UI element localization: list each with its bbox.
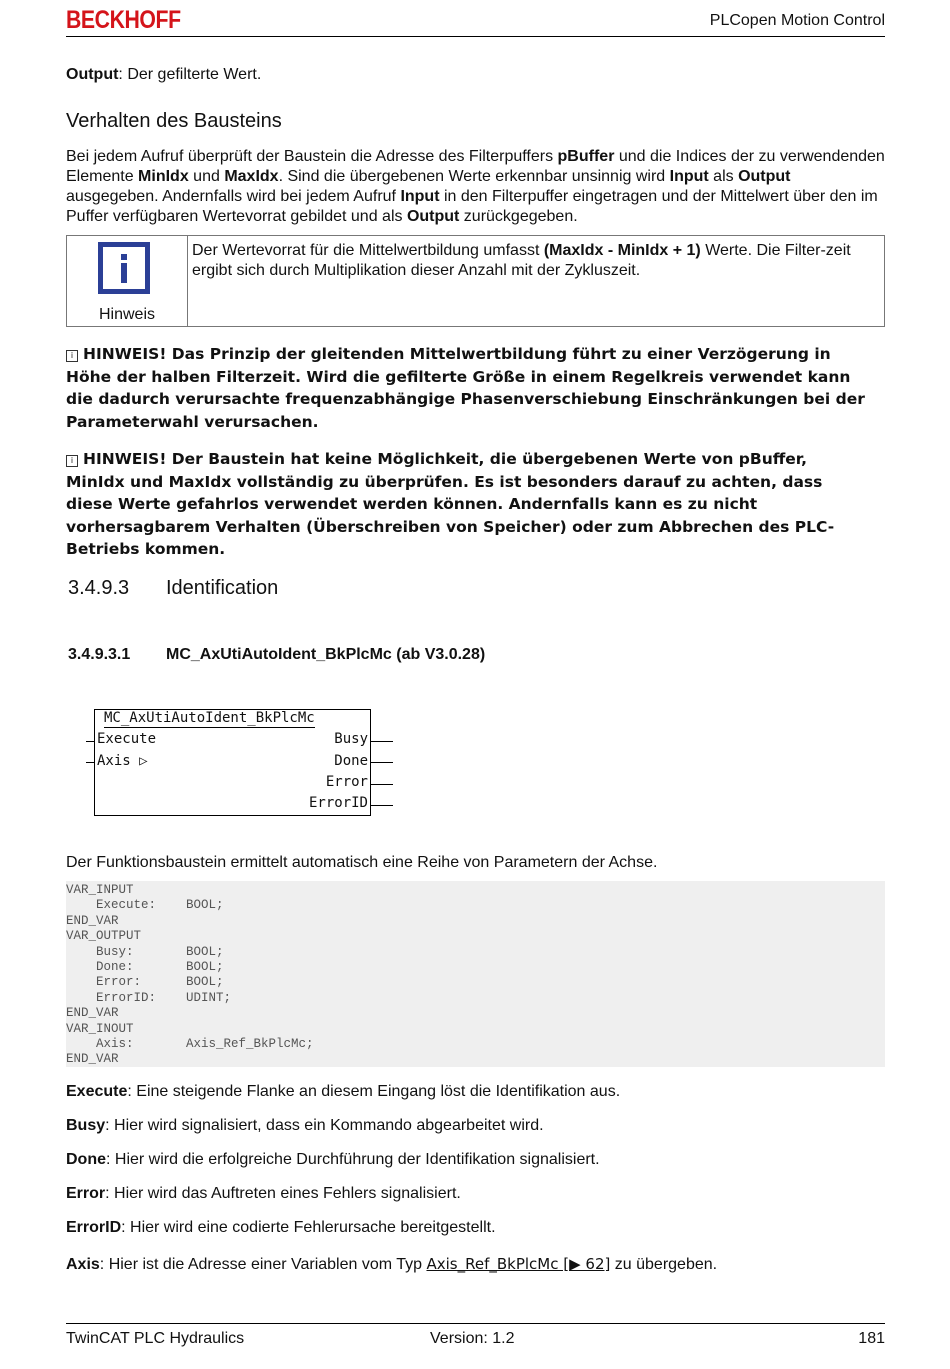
text: Werte. Die Filter-zeit ergibt sich durch Multiplikation dieser Anzahl mit der Zykluszeit.	[192, 242, 851, 279]
footer-page-number: 181	[858, 1330, 885, 1347]
section-title: Identification	[166, 577, 279, 599]
text: . Sind die übergebenen Werte erkennbar unsinnig wird	[278, 168, 670, 185]
fb-output-busy: Busy	[334, 731, 368, 747]
subsection-number: 3.4.9.3.1	[68, 646, 131, 663]
fb-pin	[86, 762, 94, 763]
bold-term: MaxIdx	[224, 168, 279, 185]
param-desc: : Hier ist die Adresse einer Variablen vom Typ	[99, 1256, 427, 1273]
info-icon	[98, 242, 150, 294]
param-name: Done	[66, 1151, 106, 1168]
param-name: Axis	[66, 1256, 100, 1273]
fb-name: MC_AxUtiAutoIdent_BkPlcMc	[104, 710, 315, 726]
text: ausgegeben. Andernfalls wird bei jedem Aufruf	[66, 188, 401, 205]
header-title: PLCopen Motion Control	[709, 12, 885, 29]
footer-version: Version: 1.2	[430, 1330, 515, 1347]
bold-term: Output	[738, 168, 791, 185]
fb-pin	[371, 805, 393, 806]
param-desc: : Hier wird die erfolgreiche Durchführung der Identifikation signalisiert.	[106, 1151, 600, 1168]
param-desc: : Eine steigende Flanke an diesem Eingang löst die Identifikation aus.	[127, 1083, 621, 1100]
subsection-heading	[68, 646, 885, 664]
param-name: ErrorID	[66, 1219, 122, 1236]
document-page	[66, 0, 885, 1369]
section-heading-behavior: Verhalten des Bausteins	[66, 110, 282, 132]
code-block: VAR_INPUT Execute: BOOL; END_VAR VAR_OUTPUT Busy: BOOL; Done: BOOL; Error: BOOL; ErrorID: UDINT; END_VAR VAR_INOUT Axis: Axis_Ref_BkPlcMc; END_VAR	[66, 881, 885, 1067]
fb-pin	[371, 784, 393, 785]
page-header	[66, 6, 885, 37]
fb-output-done: Done	[334, 753, 368, 769]
fb-pin	[371, 741, 393, 742]
param-desc: : Hier wird signalisiert, dass ein Kommando abgearbeitet wird.	[105, 1117, 544, 1134]
param-execute	[66, 1082, 885, 1102]
text: als	[708, 168, 739, 185]
note-text: HINWEIS! Das Prinzip der gleitenden Mittelwertbildung führt zu einer Verzögerung in Höhe der halben Filterzeit. Wird die gefilterte Größe in einem Regelkreis verwendet kann die dadurch verursachte frequenzabhängige Phasenverschiebung Einschränkungen bei der Parameterwahl verursachen.	[66, 345, 865, 431]
text: zurückgegeben.	[459, 208, 578, 225]
function-block-diagram	[94, 709, 371, 816]
hinweis-icon-cell	[67, 236, 188, 326]
text: Der Wertevorrat für die Mittelwertbildung umfasst	[192, 242, 544, 259]
note-info-icon: i	[66, 350, 78, 362]
section-number: 3.4.9.3	[68, 577, 130, 599]
text: Bei jedem Aufruf überprüft der Baustein die Adresse des Filterpuffers	[66, 148, 558, 165]
fb-output-error: Error	[325, 774, 368, 790]
text: und	[188, 168, 225, 185]
intro-text: Der Funktionsbaustein ermittelt automatisch eine Reihe von Parametern der Achse.	[66, 854, 658, 871]
axis-ref-link[interactable]: Axis_Ref_BkPlcMc [▶ 62]	[426, 1255, 611, 1273]
bold-term: Input	[400, 188, 440, 205]
bold-term: Output	[406, 208, 460, 225]
note-info-icon: i	[66, 455, 78, 467]
fb-input-axis	[97, 753, 148, 769]
fb-input-execute: Execute	[97, 731, 157, 747]
param-desc: : Hier wird eine codierte Fehlerursache bereitgestellt.	[121, 1219, 496, 1236]
bold-term: MinIdx	[138, 168, 189, 185]
section-heading-identification	[68, 577, 885, 600]
subsection-title: MC_AxUtiAutoIdent_BkPlcMc (ab V3.0.28)	[166, 646, 486, 663]
param-name: Error	[66, 1185, 106, 1202]
bold-term: pBuffer	[557, 148, 615, 165]
param-done	[66, 1150, 885, 1170]
note-1	[66, 343, 865, 433]
param-error	[66, 1184, 885, 1204]
term-description: : Der gefilterte Wert.	[118, 66, 262, 83]
fb-pin	[371, 762, 393, 763]
hinweis-text	[192, 241, 869, 281]
param-busy	[66, 1116, 885, 1136]
fb-input-label: Axis	[97, 753, 131, 769]
param-axis	[66, 1254, 885, 1275]
output-description	[66, 65, 885, 85]
param-desc: zu übergeben.	[610, 1256, 718, 1273]
param-desc: : Hier wird das Auftreten eines Fehlers signalisiert.	[105, 1185, 461, 1202]
param-name: Busy	[66, 1117, 106, 1134]
footer-product: TwinCAT PLC Hydraulics	[66, 1330, 245, 1347]
term: Output	[66, 66, 119, 83]
beckhoff-logo: BECKHOFF	[66, 6, 181, 34]
bold-term: Input	[669, 168, 709, 185]
fb-output-errorid: ErrorID	[308, 795, 368, 811]
bold-formula: (MaxIdx - MinIdx + 1)	[543, 242, 701, 259]
text: und die Indices der zu verwendenden Elemente	[66, 148, 885, 185]
hinweis-box	[66, 235, 885, 327]
fb-pin	[86, 741, 94, 742]
note-text: HINWEIS! Der Baustein hat keine Möglichkeit, die übergebenen Werte von pBuffer, MinIdx und MaxIdx vollständig zu überprüfen. Es ist besonders darauf zu achten, dass diese Werte gefahrlos verwendet werden können. Andernfalls kann es zu nicht vorhersagbarem Verhalten (Überschreiben von Speicher) oder zum Abbrechen des PLC-Betriebs kommen.	[66, 450, 835, 558]
param-name: Execute	[66, 1083, 128, 1100]
behavior-paragraph	[66, 147, 885, 227]
param-errorid	[66, 1218, 885, 1238]
text: in den Filterpuffer eingetragen und der Mittelwert über den im Puffer verfügbaren Wertevorrat gebildet und als	[66, 188, 878, 225]
note-2	[66, 448, 865, 561]
inout-marker-icon: ▷	[139, 753, 148, 769]
hinweis-label: Hinweis	[98, 306, 155, 323]
page-footer	[66, 1323, 885, 1347]
